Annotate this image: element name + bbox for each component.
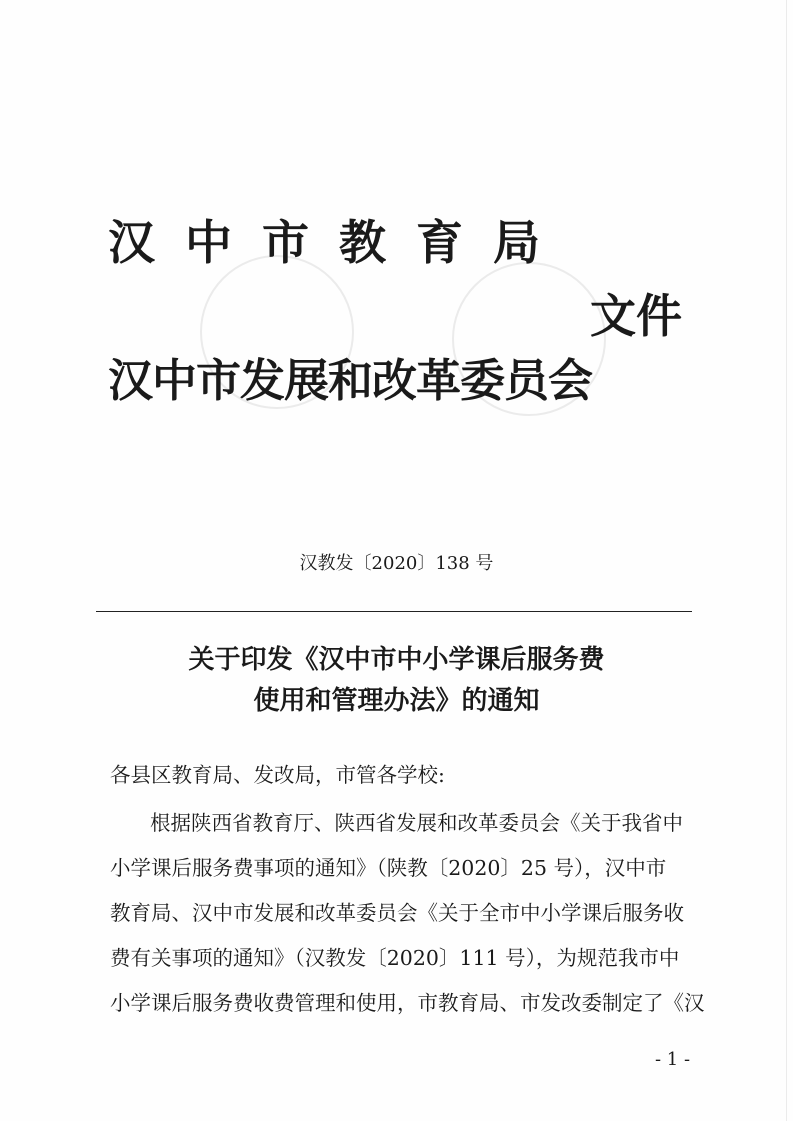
- document-number: 汉教发〔2020〕138 号: [299, 553, 494, 574]
- body-line: 小学课后服务费收费管理和使用，市教育局、市发改委制定了《汉: [110, 991, 705, 1015]
- body-line: 根据陕西省教育厅、陕西省发展和改革委员会《关于我省中: [150, 811, 683, 835]
- scan-edge-line: [786, 0, 787, 1121]
- header-divider: [96, 611, 692, 612]
- page-number: - 1 -: [655, 1049, 691, 1070]
- notice-title-line-1: 关于印发《汉中市中小学课后服务费: [188, 645, 605, 675]
- document-type-label: 文件: [590, 289, 682, 343]
- body-line: 小学课后服务费事项的通知》（陕教〔2020〕25 号），汉中市: [110, 856, 667, 880]
- issuer-development-reform-commission: 汉中市发展和改革委员会: [108, 354, 593, 407]
- notice-title-line-2: 使用和管理办法》的通知: [253, 686, 540, 716]
- body-line: 教育局、汉中市发展和改革委员会《关于全市中小学课后服务收: [110, 901, 684, 925]
- issuer-education-bureau: 汉中市教育局: [108, 216, 570, 271]
- body-line: 费有关事项的通知》（汉教发〔2020〕111 号），为规范我市中: [110, 946, 680, 970]
- salutation: 各县区教育局、发改局，市管各学校:: [110, 763, 445, 787]
